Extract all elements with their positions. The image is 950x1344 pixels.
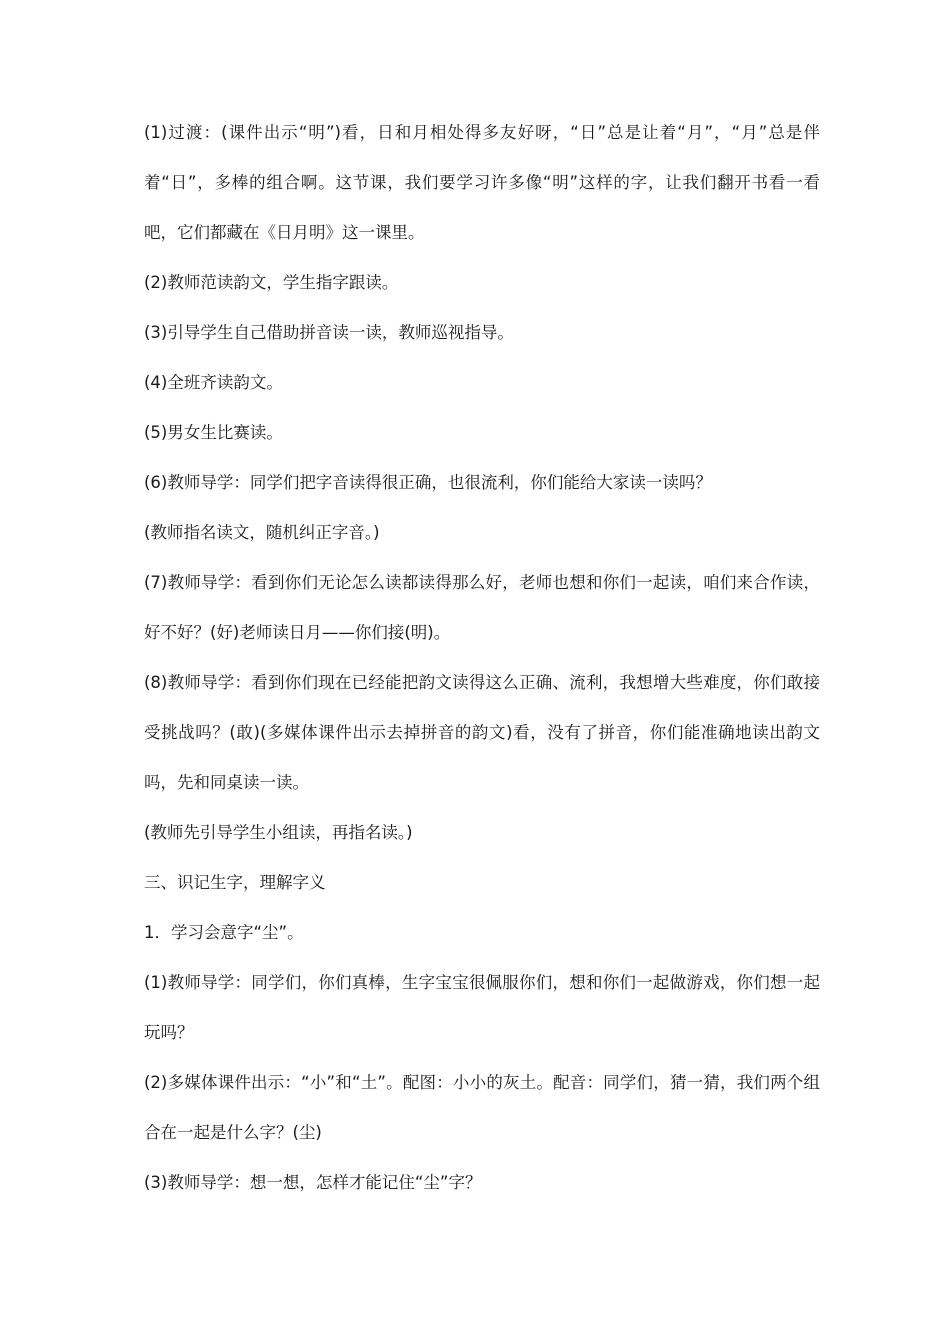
paragraph-transition: (1)过渡：(课件出示“明”)看，日和月相处得多友好呀，“日”总是让着“月”，“月”总是伴着“日”，多棒的组合啊。这节课，我们要学习许多像“明”这样的字，让我们翻开书看一看吧，它们都藏在《日月明》这一课里。: [144, 123, 820, 242]
paragraph-teacher-reads: (2)教师范读韵文，学生指字跟读。: [144, 273, 399, 292]
paragraph-guide-6: (6)教师导学：同学们把字音读得很正确，也很流利，你们能给大家读一读吗？: [144, 473, 712, 492]
paragraph-guide-7: (7)教师导学：看到你们无论怎么读都读得那么好，老师也想和你们一起读，咱们来合作读，好不好？(好)老师读日月——你们接(明)。: [144, 573, 820, 642]
subheading-learn-chen: 1．学习会意字“尘”。: [144, 923, 304, 942]
paragraph-guide-play: (1)教师导学：同学们，你们真棒，生字宝宝很佩服你们，想和你们一起做游戏，你们想一起玩吗？: [144, 973, 820, 1042]
paragraph-note-correct-sounds: (教师指名读文，随机纠正字音。): [144, 523, 380, 542]
paragraph-note-group-reading: (教师先引导学生小组读，再指名读。): [144, 823, 413, 842]
paragraph-remember-chen: (3)教师导学：想一想，怎样才能记住“尘”字？: [144, 1173, 482, 1192]
document-body: [144, 108, 820, 1208]
paragraph-multimedia-chen: (2)多媒体课件出示：“小”和“土”。配图：小小的灰土。配音：同学们，猜一猜，我们两个组合在一起是什么字？(尘): [144, 1073, 820, 1142]
paragraph-guide-8: (8)教师导学：看到你们现在已经能把韵文读得这么正确、流利，我想增大些难度，你们敢接受挑战吗？(敢)(多媒体课件出示去掉拼音的韵文)看，没有了拼音，你们能准确地读出韵文吗，先和同桌读一读。: [144, 673, 820, 792]
paragraph-class-reading: (4)全班齐读韵文。: [144, 373, 283, 392]
section-heading-3: 三、识记生字，理解字义: [144, 873, 326, 892]
paragraph-boys-girls-contest: (5)男女生比赛读。: [144, 423, 283, 442]
paragraph-pinyin-reading: (3)引导学生自己借助拼音读一读，教师巡视指导。: [144, 323, 514, 342]
